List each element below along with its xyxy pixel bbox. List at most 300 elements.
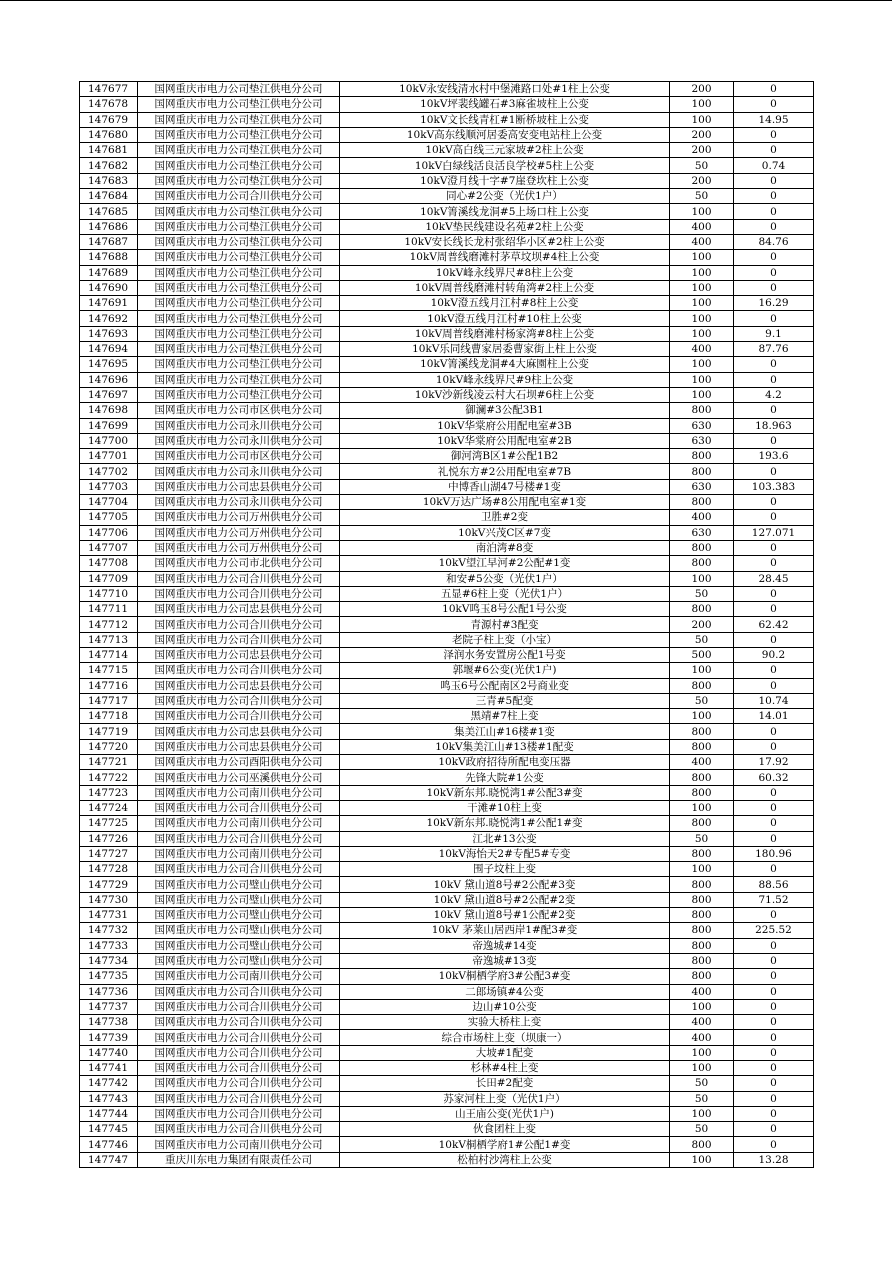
value-cell: 0	[734, 1091, 814, 1106]
company-cell: 国网重庆市电力公司南川供电分公司	[138, 846, 340, 861]
record-id-cell: 147705	[80, 510, 138, 525]
company-cell: 国网重庆市电力公司合川供电分公司	[138, 831, 340, 846]
table-row	[80, 357, 814, 372]
record-id-cell: 147690	[80, 280, 138, 295]
value-cell: 60.32	[734, 770, 814, 785]
capacity-cell: 50	[670, 831, 734, 846]
table-row	[80, 1137, 814, 1152]
record-id-cell: 147678	[80, 97, 138, 112]
record-id-cell: 147709	[80, 571, 138, 586]
table-row	[80, 1106, 814, 1121]
company-cell: 国网重庆市电力公司垫江供电分公司	[138, 311, 340, 326]
value-cell: 18.963	[734, 418, 814, 433]
company-cell: 国网重庆市电力公司合川供电分公司	[138, 1061, 340, 1076]
record-id-cell: 147694	[80, 342, 138, 357]
capacity-cell: 630	[670, 525, 734, 540]
company-cell: 国网重庆市电力公司合川供电分公司	[138, 1122, 340, 1137]
table-row	[80, 892, 814, 907]
transformer-name-cell: 10kV华棠府公用配电室#3B	[340, 418, 670, 433]
record-id-cell: 147740	[80, 1045, 138, 1060]
company-cell: 国网重庆市电力公司合川供电分公司	[138, 586, 340, 601]
company-cell: 国网重庆市电力公司合川供电分公司	[138, 1106, 340, 1121]
company-cell: 国网重庆市电力公司忠县供电分公司	[138, 739, 340, 754]
transformer-name-cell: 御河湾B区1#公配1B2	[340, 449, 670, 464]
record-id-cell: 147697	[80, 387, 138, 402]
company-cell: 国网重庆市电力公司万州供电分公司	[138, 525, 340, 540]
capacity-cell: 100	[670, 800, 734, 815]
table-row	[80, 693, 814, 708]
capacity-cell: 100	[670, 326, 734, 341]
capacity-cell: 50	[670, 158, 734, 173]
record-id-cell: 147706	[80, 525, 138, 540]
value-cell: 90.2	[734, 647, 814, 662]
value-cell: 87.76	[734, 342, 814, 357]
table-row	[80, 418, 814, 433]
company-cell: 国网重庆市电力公司合川供电分公司	[138, 862, 340, 877]
capacity-cell: 200	[670, 173, 734, 188]
value-cell: 0	[734, 969, 814, 984]
transformer-name-cell: 同心#2公变（光伏1户）	[340, 189, 670, 204]
capacity-cell: 800	[670, 739, 734, 754]
capacity-cell: 800	[670, 556, 734, 571]
transformer-name-cell: 南泊湾#8变	[340, 540, 670, 555]
company-cell: 国网重庆市电力公司合川供电分公司	[138, 984, 340, 999]
capacity-cell: 800	[670, 923, 734, 938]
table-row	[80, 923, 814, 938]
capacity-cell: 100	[670, 280, 734, 295]
transformer-name-cell: 10kV桐栖学府3#公配3#变	[340, 969, 670, 984]
transformer-name-cell: 三青#5配变	[340, 693, 670, 708]
record-id-cell: 147719	[80, 724, 138, 739]
transformer-name-cell: 中博香山湖47号楼#1变	[340, 479, 670, 494]
record-id-cell: 147721	[80, 755, 138, 770]
value-cell: 84.76	[734, 234, 814, 249]
value-cell: 0	[734, 173, 814, 188]
transformer-name-cell: 10kV鸣玉8号公配1号公变	[340, 602, 670, 617]
value-cell: 0	[734, 143, 814, 158]
capacity-cell: 800	[670, 403, 734, 418]
record-id-cell: 147696	[80, 372, 138, 387]
company-cell: 国网重庆市电力公司璧山供电分公司	[138, 923, 340, 938]
record-id-cell: 147708	[80, 556, 138, 571]
capacity-cell: 800	[670, 938, 734, 953]
capacity-cell: 100	[670, 311, 734, 326]
capacity-cell: 800	[670, 846, 734, 861]
company-cell: 国网重庆市电力公司璧山供电分公司	[138, 908, 340, 923]
capacity-cell: 50	[670, 1122, 734, 1137]
transformer-name-cell: 老院子柱上变（小宝）	[340, 632, 670, 647]
transformer-name-cell: 先锋大院#1公变	[340, 770, 670, 785]
capacity-cell: 800	[670, 877, 734, 892]
value-cell: 0	[734, 678, 814, 693]
company-cell: 国网重庆市电力公司合川供电分公司	[138, 1076, 340, 1091]
record-id-cell: 147688	[80, 250, 138, 265]
company-cell: 国网重庆市电力公司永川供电分公司	[138, 464, 340, 479]
value-cell: 0	[734, 602, 814, 617]
value-cell: 0	[734, 984, 814, 999]
table-row	[80, 647, 814, 662]
table-row	[80, 663, 814, 678]
table-row	[80, 953, 814, 968]
transformer-name-cell: 10kV高东线顺河居委高安变电站柱上公变	[340, 127, 670, 142]
capacity-cell: 800	[670, 969, 734, 984]
record-id-cell: 147741	[80, 1061, 138, 1076]
transformer-name-cell: 青源村#3配变	[340, 617, 670, 632]
record-id-cell: 147695	[80, 357, 138, 372]
value-cell: 16.29	[734, 296, 814, 311]
company-cell: 国网重庆市电力公司南川供电分公司	[138, 816, 340, 831]
table-row	[80, 785, 814, 800]
company-cell: 国网重庆市电力公司垫江供电分公司	[138, 296, 340, 311]
table-row	[80, 326, 814, 341]
transformer-name-cell: 10kV箐溪线龙洞#5上场口柱上公变	[340, 204, 670, 219]
table-row	[80, 1045, 814, 1060]
record-id-cell: 147683	[80, 173, 138, 188]
transformer-name-cell: 苏家河柱上变（光伏1户）	[340, 1091, 670, 1106]
record-id-cell: 147724	[80, 800, 138, 815]
transformer-name-cell: 10kV政府招待所配电变压器	[340, 755, 670, 770]
capacity-cell: 400	[670, 755, 734, 770]
company-cell: 国网重庆市电力公司垫江供电分公司	[138, 342, 340, 357]
record-id-cell: 147734	[80, 953, 138, 968]
record-id-cell: 147680	[80, 127, 138, 142]
value-cell: 0	[734, 433, 814, 448]
capacity-cell: 400	[670, 984, 734, 999]
record-id-cell: 147722	[80, 770, 138, 785]
company-cell: 国网重庆市电力公司忠县供电分公司	[138, 479, 340, 494]
record-id-cell: 147738	[80, 1015, 138, 1030]
value-cell: 0	[734, 1122, 814, 1137]
transformer-name-cell: 长田#2配变	[340, 1076, 670, 1091]
company-cell: 国网重庆市电力公司合川供电分公司	[138, 1015, 340, 1030]
company-cell: 国网重庆市电力公司永川供电分公司	[138, 433, 340, 448]
record-id-cell: 147725	[80, 816, 138, 831]
company-cell: 国网重庆市电力公司垫江供电分公司	[138, 326, 340, 341]
table-row	[80, 97, 814, 112]
capacity-cell: 800	[670, 892, 734, 907]
transformer-name-cell: 五显#6柱上变（光伏1户）	[340, 586, 670, 601]
capacity-cell: 100	[670, 571, 734, 586]
capacity-cell: 800	[670, 602, 734, 617]
transformer-name-cell: 10kV垫民线建设名苑#2柱上公变	[340, 219, 670, 234]
table-row	[80, 770, 814, 785]
transformer-name-cell: 10kV华棠府公用配电室#2B	[340, 433, 670, 448]
table-row	[80, 540, 814, 555]
company-cell: 国网重庆市电力公司垫江供电分公司	[138, 387, 340, 402]
transformer-name-cell: 集美江山#16楼#1变	[340, 724, 670, 739]
table-row	[80, 617, 814, 632]
value-cell: 0	[734, 82, 814, 97]
table-row	[80, 846, 814, 861]
table-row	[80, 127, 814, 142]
value-cell: 0	[734, 540, 814, 555]
capacity-cell: 200	[670, 617, 734, 632]
record-id-cell: 147730	[80, 892, 138, 907]
value-cell: 17.92	[734, 755, 814, 770]
capacity-cell: 50	[670, 586, 734, 601]
value-cell: 193.6	[734, 449, 814, 464]
record-id-cell: 147718	[80, 709, 138, 724]
table-row	[80, 556, 814, 571]
company-cell: 国网重庆市电力公司合川供电分公司	[138, 1030, 340, 1045]
value-cell: 0	[734, 265, 814, 280]
table-row	[80, 739, 814, 754]
capacity-cell: 100	[670, 204, 734, 219]
table-row	[80, 862, 814, 877]
record-id-cell: 147723	[80, 785, 138, 800]
table-row	[80, 234, 814, 249]
transformer-name-cell: 10kV新东邦.晓悦湾1#公配1#变	[340, 816, 670, 831]
capacity-cell: 50	[670, 1091, 734, 1106]
value-cell: 28.45	[734, 571, 814, 586]
capacity-cell: 400	[670, 234, 734, 249]
record-id-cell: 147707	[80, 540, 138, 555]
value-cell: 0	[734, 280, 814, 295]
table-row	[80, 387, 814, 402]
capacity-cell: 400	[670, 1030, 734, 1045]
company-cell: 国网重庆市电力公司合川供电分公司	[138, 632, 340, 647]
value-cell: 0	[734, 204, 814, 219]
record-id-cell: 147693	[80, 326, 138, 341]
table-row	[80, 571, 814, 586]
table-row	[80, 265, 814, 280]
table-row	[80, 1061, 814, 1076]
record-id-cell: 147686	[80, 219, 138, 234]
transformer-table	[79, 81, 814, 1168]
record-id-cell: 147684	[80, 189, 138, 204]
record-id-cell: 147679	[80, 112, 138, 127]
value-cell: 62.42	[734, 617, 814, 632]
company-cell: 国网重庆市电力公司璧山供电分公司	[138, 938, 340, 953]
table-row	[80, 158, 814, 173]
value-cell: 13.28	[734, 1152, 814, 1167]
transformer-name-cell: 山王庙公变(光伏1户)	[340, 1106, 670, 1121]
company-cell: 国网重庆市电力公司垫江供电分公司	[138, 250, 340, 265]
transformer-name-cell: 实验大桥柱上变	[340, 1015, 670, 1030]
table-row	[80, 602, 814, 617]
company-cell: 国网重庆市电力公司垫江供电分公司	[138, 265, 340, 280]
value-cell: 0	[734, 495, 814, 510]
capacity-cell: 100	[670, 296, 734, 311]
record-id-cell: 147714	[80, 647, 138, 662]
table-row	[80, 709, 814, 724]
transformer-name-cell: 礼悦东方#2公用配电室#7B	[340, 464, 670, 479]
table-row	[80, 143, 814, 158]
table-row	[80, 479, 814, 494]
table-row	[80, 219, 814, 234]
company-cell: 重庆川东电力集团有限责任公司	[138, 1152, 340, 1167]
transformer-name-cell: 泽润水务安置房公配1号变	[340, 647, 670, 662]
transformer-name-cell: 郭堰#6公变(光伏1户)	[340, 663, 670, 678]
company-cell: 国网重庆市电力公司市区供电分公司	[138, 403, 340, 418]
transformer-name-cell: 10kV周普线磨滩村杨家湾#8柱上公变	[340, 326, 670, 341]
value-cell: 0	[734, 816, 814, 831]
table-row	[80, 816, 814, 831]
table-row	[80, 678, 814, 693]
company-cell: 国网重庆市电力公司合川供电分公司	[138, 709, 340, 724]
company-cell: 国网重庆市电力公司忠县供电分公司	[138, 678, 340, 693]
record-id-cell: 147713	[80, 632, 138, 647]
transformer-name-cell: 10kV周普线磨滩村茅草坟坝#4柱上公变	[340, 250, 670, 265]
transformer-name-cell: 大坡#1配变	[340, 1045, 670, 1060]
value-cell: 0	[734, 862, 814, 877]
company-cell: 国网重庆市电力公司酉阳供电分公司	[138, 755, 340, 770]
table-row	[80, 449, 814, 464]
value-cell: 180.96	[734, 846, 814, 861]
value-cell: 0	[734, 908, 814, 923]
value-cell: 127.071	[734, 525, 814, 540]
record-id-cell: 147711	[80, 602, 138, 617]
company-cell: 国网重庆市电力公司垫江供电分公司	[138, 173, 340, 188]
capacity-cell: 800	[670, 449, 734, 464]
table-body	[80, 82, 814, 1168]
company-cell: 国网重庆市电力公司璧山供电分公司	[138, 953, 340, 968]
transformer-name-cell: 御澜#3公配3B1	[340, 403, 670, 418]
transformer-name-cell: 10kV澄月线十字#7崖登坎柱上公变	[340, 173, 670, 188]
transformer-name-cell: 10kV乐同线曹家居委曹家街上柱上公变	[340, 342, 670, 357]
transformer-name-cell: 10kV峰永线界尺#9柱上公变	[340, 372, 670, 387]
company-cell: 国网重庆市电力公司垫江供电分公司	[138, 112, 340, 127]
capacity-cell: 800	[670, 816, 734, 831]
table-row	[80, 189, 814, 204]
record-id-cell: 147732	[80, 923, 138, 938]
capacity-cell: 630	[670, 433, 734, 448]
capacity-cell: 200	[670, 143, 734, 158]
company-cell: 国网重庆市电力公司垫江供电分公司	[138, 158, 340, 173]
capacity-cell: 800	[670, 464, 734, 479]
capacity-cell: 200	[670, 127, 734, 142]
capacity-cell: 800	[670, 495, 734, 510]
transformer-name-cell: 10kV箐溪线龙洞#4大麻園柱上公变	[340, 357, 670, 372]
company-cell: 国网重庆市电力公司合川供电分公司	[138, 693, 340, 708]
table-row	[80, 1091, 814, 1106]
transformer-name-cell: 10kV文长线青杠#1断桥坡柱上公变	[340, 112, 670, 127]
value-cell: 0	[734, 1061, 814, 1076]
capacity-cell: 100	[670, 1061, 734, 1076]
value-cell: 14.01	[734, 709, 814, 724]
capacity-cell: 100	[670, 1045, 734, 1060]
company-cell: 国网重庆市电力公司市北供电分公司	[138, 556, 340, 571]
value-cell: 0	[734, 1076, 814, 1091]
company-cell: 国网重庆市电力公司垫江供电分公司	[138, 204, 340, 219]
table-row	[80, 311, 814, 326]
value-cell: 0	[734, 1137, 814, 1152]
transformer-name-cell: 10kV 茅莱山居西岸1#配3#变	[340, 923, 670, 938]
page-top-rule	[0, 0, 892, 1]
record-id-cell: 147703	[80, 479, 138, 494]
record-id-cell: 147717	[80, 693, 138, 708]
capacity-cell: 800	[670, 770, 734, 785]
company-cell: 国网重庆市电力公司垫江供电分公司	[138, 143, 340, 158]
capacity-cell: 50	[670, 693, 734, 708]
value-cell: 0	[734, 1045, 814, 1060]
company-cell: 国网重庆市电力公司忠县供电分公司	[138, 647, 340, 662]
record-id-cell: 147681	[80, 143, 138, 158]
capacity-cell: 800	[670, 785, 734, 800]
record-id-cell: 147689	[80, 265, 138, 280]
company-cell: 国网重庆市电力公司垫江供电分公司	[138, 97, 340, 112]
record-id-cell: 147737	[80, 999, 138, 1014]
transformer-name-cell: 10kV 黛山道8号#2公配#3变	[340, 877, 670, 892]
transformer-name-cell: 10kV白绿线活良活良学校#5柱上公变	[340, 158, 670, 173]
value-cell: 0.74	[734, 158, 814, 173]
transformer-name-cell: 伙食团柱上变	[340, 1122, 670, 1137]
transformer-name-cell: 10kV海怡天2#专配5#专变	[340, 846, 670, 861]
capacity-cell: 100	[670, 357, 734, 372]
company-cell: 国网重庆市电力公司合川供电分公司	[138, 663, 340, 678]
transformer-name-cell: 和安#5公变（光伏1户）	[340, 571, 670, 586]
capacity-cell: 50	[670, 1076, 734, 1091]
company-cell: 国网重庆市电力公司万州供电分公司	[138, 540, 340, 555]
capacity-cell: 800	[670, 1137, 734, 1152]
value-cell: 0	[734, 189, 814, 204]
value-cell: 4.2	[734, 387, 814, 402]
table-row	[80, 831, 814, 846]
table-row	[80, 586, 814, 601]
value-cell: 9.1	[734, 326, 814, 341]
record-id-cell: 147744	[80, 1106, 138, 1121]
transformer-name-cell: 卫胜#2变	[340, 510, 670, 525]
value-cell: 0	[734, 663, 814, 678]
company-cell: 国网重庆市电力公司南川供电分公司	[138, 969, 340, 984]
value-cell: 0	[734, 785, 814, 800]
capacity-cell: 500	[670, 647, 734, 662]
value-cell: 0	[734, 357, 814, 372]
table-row	[80, 342, 814, 357]
value-cell: 0	[734, 219, 814, 234]
capacity-cell: 400	[670, 219, 734, 234]
table-row	[80, 984, 814, 999]
transformer-name-cell: 10kV望江早河#2公配#1变	[340, 556, 670, 571]
transformer-name-cell: 10kV集美江山#13楼#1配变	[340, 739, 670, 754]
transformer-name-cell: 10kV 黛山道8号#1公配#2变	[340, 908, 670, 923]
company-cell: 国网重庆市电力公司合川供电分公司	[138, 617, 340, 632]
value-cell: 0	[734, 586, 814, 601]
table-row	[80, 632, 814, 647]
transformer-name-cell: 10kV永安线清水村中堡滩路口处#1柱上公变	[340, 82, 670, 97]
record-id-cell: 147712	[80, 617, 138, 632]
record-id-cell: 147726	[80, 831, 138, 846]
transformer-name-cell: 干滩#10柱上变	[340, 800, 670, 815]
record-id-cell: 147691	[80, 296, 138, 311]
company-cell: 国网重庆市电力公司合川供电分公司	[138, 800, 340, 815]
capacity-cell: 630	[670, 418, 734, 433]
transformer-name-cell: 10kV高白线三元家坡#2柱上公变	[340, 143, 670, 158]
transformer-name-cell: 10kV澄五线月江村#10柱上公变	[340, 311, 670, 326]
company-cell: 国网重庆市电力公司垫江供电分公司	[138, 234, 340, 249]
table-row	[80, 280, 814, 295]
capacity-cell: 800	[670, 724, 734, 739]
company-cell: 国网重庆市电力公司永川供电分公司	[138, 418, 340, 433]
table-row	[80, 250, 814, 265]
capacity-cell: 100	[670, 1106, 734, 1121]
transformer-name-cell: 综合市场柱上变（坝康一）	[340, 1030, 670, 1045]
value-cell: 0	[734, 372, 814, 387]
company-cell: 国网重庆市电力公司璧山供电分公司	[138, 892, 340, 907]
capacity-cell: 100	[670, 709, 734, 724]
record-id-cell: 147716	[80, 678, 138, 693]
table-row	[80, 800, 814, 815]
capacity-cell: 100	[670, 387, 734, 402]
capacity-cell: 100	[670, 862, 734, 877]
value-cell: 0	[734, 831, 814, 846]
value-cell: 0	[734, 250, 814, 265]
value-cell: 0	[734, 999, 814, 1014]
value-cell: 0	[734, 953, 814, 968]
record-id-cell: 147733	[80, 938, 138, 953]
transformer-name-cell: 10kV桐栖学府1#公配1#变	[340, 1137, 670, 1152]
record-id-cell: 147704	[80, 495, 138, 510]
